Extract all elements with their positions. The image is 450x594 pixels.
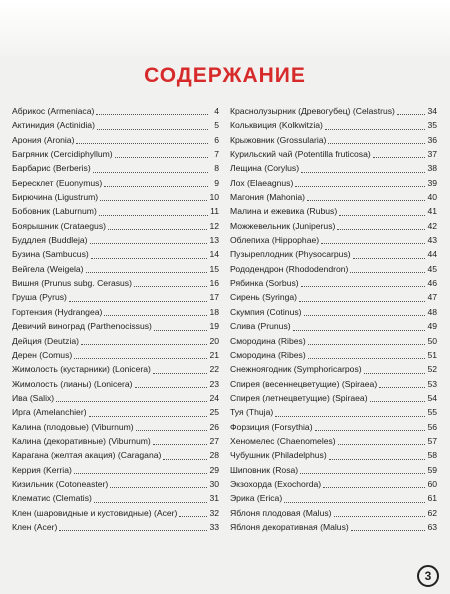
toc-entry — [230, 276, 437, 290]
toc-entry-page: 47 — [427, 292, 437, 303]
toc-entry-title: Яблоня декоративная (Malus) — [230, 521, 349, 532]
toc-entry-page: 36 — [427, 134, 437, 145]
toc-dot-leader — [104, 314, 207, 316]
toc-entry-title: Скумпия (Cotinus) — [230, 306, 302, 317]
toc-dot-leader — [373, 156, 426, 158]
toc-dot-leader — [308, 357, 426, 359]
toc-entry-page: 37 — [427, 149, 437, 160]
toc-dot-leader — [69, 300, 208, 302]
toc-entry — [12, 319, 219, 333]
toc-entry-page: 30 — [209, 478, 219, 489]
toc-entry — [230, 247, 437, 261]
toc-entry — [12, 118, 219, 132]
toc-entry — [230, 176, 437, 190]
toc-entry-title: Барбарис (Berberis) — [12, 163, 91, 174]
toc-entry-page: 50 — [427, 335, 437, 346]
toc-entry — [12, 506, 219, 520]
toc-entry-page: 31 — [209, 493, 219, 504]
toc-entry — [12, 262, 219, 276]
toc-entry — [230, 133, 437, 147]
toc-entry-title: Эрика (Erica) — [230, 493, 283, 504]
toc-entry-title: Жимолость (кустарники) (Lonicera) — [12, 364, 151, 375]
toc-entry — [230, 520, 437, 534]
toc-entry-page: 25 — [209, 407, 219, 418]
toc-entry — [12, 104, 219, 118]
toc-dot-leader — [284, 501, 425, 503]
toc-entry-page: 7 — [214, 149, 219, 160]
toc-entry-title: Спирея (весеннецветущие) (Spiraea) — [230, 378, 378, 389]
toc-entry-title: Клематис (Clematis) — [12, 493, 92, 504]
toc-entry-page: 35 — [427, 120, 437, 131]
toc-entry-page: 41 — [427, 206, 437, 217]
toc-dot-leader — [153, 443, 208, 445]
toc-entry — [12, 434, 219, 448]
toc-entry-title: Ирга (Amelanchier) — [12, 407, 87, 418]
toc-entry — [230, 491, 437, 505]
toc-entry — [12, 219, 219, 233]
toc-entry-page: 34 — [427, 106, 437, 116]
toc-entry — [12, 491, 219, 505]
toc-dot-leader — [304, 314, 426, 316]
toc-entry — [230, 477, 437, 491]
toc-entry — [12, 161, 219, 175]
toc-left-column — [12, 104, 219, 534]
toc-entry — [230, 233, 437, 247]
toc-entry-title: Девичий виноград (Parthenocissus) — [12, 321, 152, 332]
toc-entry-title: Багряник (Cercidiphyllum) — [12, 149, 113, 160]
toc-dot-leader — [300, 472, 425, 474]
toc-dot-leader — [115, 156, 208, 158]
toc-entry — [12, 520, 219, 534]
toc-dot-leader — [163, 458, 207, 460]
toc-entry-page: 45 — [427, 263, 437, 274]
toc-dot-leader — [56, 400, 207, 402]
toc-dot-leader — [104, 185, 208, 187]
toc-entry-page: 28 — [209, 450, 219, 461]
toc-entry-page: 27 — [209, 435, 219, 446]
toc-entry — [12, 448, 219, 462]
toc-dot-leader — [370, 400, 426, 402]
toc-entry — [230, 104, 437, 118]
toc-dot-leader — [339, 214, 425, 216]
toc-entry-title: Смородина (Ribes) — [230, 335, 306, 346]
toc-entry-title: Чубушник (Philadelphus) — [230, 450, 327, 461]
toc-dot-leader — [364, 372, 426, 374]
toc-entry-page: 33 — [209, 521, 219, 532]
toc-entry-title: Бересклет (Euonymus) — [12, 177, 103, 188]
toc-dot-leader — [351, 529, 426, 531]
toc-entry-title: Карагана (желтая акация) (Caragana) — [12, 450, 162, 461]
toc-dot-leader — [94, 501, 208, 503]
toc-dot-leader — [325, 128, 426, 130]
toc-entry — [230, 319, 437, 333]
toc-entry-page: 60 — [427, 478, 437, 489]
toc-entry-page: 62 — [427, 507, 437, 518]
toc-entry — [12, 477, 219, 491]
toc-entry-page: 13 — [209, 235, 219, 246]
toc-entry — [12, 362, 219, 376]
toc-entry-title: Спирея (летнецветущие) (Spiraea) — [230, 392, 368, 403]
toc-entry-page: 42 — [427, 220, 437, 231]
toc-entry-page: 49 — [427, 321, 437, 332]
toc-entry — [230, 420, 437, 434]
toc-entry-page: 20 — [209, 335, 219, 346]
toc-entry — [230, 334, 437, 348]
toc-dot-leader — [110, 486, 207, 488]
toc-entry-title: Можжевельник (Juniperus) — [230, 220, 336, 231]
toc-entry-title: Туя (Thuja) — [230, 407, 274, 418]
toc-entry-title: Курильский чай (Potentilla fruticosa) — [230, 149, 371, 160]
toc-entry — [230, 118, 437, 132]
toc-dot-leader — [299, 300, 425, 302]
page-title: СОДЕРЖАНИЕ — [144, 64, 306, 87]
toc-entry-title: Форзиция (Forsythia) — [230, 421, 313, 432]
toc-entry-page: 26 — [209, 421, 219, 432]
toc-dot-leader — [108, 228, 207, 230]
toc-dot-leader — [323, 486, 425, 488]
toc-dot-leader — [97, 128, 208, 130]
toc-entry-page: 63 — [427, 521, 437, 532]
toc-entry — [12, 305, 219, 319]
toc-entry-page: 56 — [427, 421, 437, 432]
toc-entry-title: Клен (Acer) — [12, 521, 58, 532]
toc-entry-title: Смородина (Ribes) — [230, 349, 306, 360]
toc-entry — [12, 405, 219, 419]
toc-entry-page: 10 — [209, 192, 219, 203]
toc-entry-page: 38 — [427, 163, 437, 174]
toc-entry — [230, 434, 437, 448]
toc-entry-title: Бобовник (Laburnum) — [12, 206, 97, 217]
toc-dot-leader — [379, 386, 425, 388]
toc-entry-title: Бузина (Sambucus) — [12, 249, 89, 260]
toc-entry-title: Шиповник (Rosa) — [230, 464, 299, 475]
toc-entry-page: 44 — [427, 249, 437, 260]
toc-entry-title: Груша (Pyrus) — [12, 292, 67, 303]
toc-dot-leader — [100, 199, 207, 201]
toc-entry-page: 59 — [427, 464, 437, 475]
toc-entry — [230, 377, 437, 391]
toc-entry — [230, 290, 437, 304]
toc-entry-title: Вейгела (Weigela) — [12, 263, 84, 274]
toc-entry-page: 17 — [209, 292, 219, 303]
toc-dot-leader — [59, 529, 207, 531]
toc-entry-page: 53 — [427, 378, 437, 389]
toc-entry-title: Слива (Prunus) — [230, 321, 291, 332]
toc-dot-leader — [328, 142, 425, 144]
toc-entry — [12, 147, 219, 161]
toc-dot-leader — [135, 386, 208, 388]
toc-dot-leader — [89, 415, 208, 417]
toc-entry — [12, 420, 219, 434]
toc-dot-leader — [136, 429, 208, 431]
toc-entry-page: 21 — [209, 349, 219, 360]
toc-entry-title: Калина (плодовые) (Viburnum) — [12, 421, 134, 432]
toc-entry — [230, 391, 437, 405]
toc-entry-title: Яблоня плодовая (Malus) — [230, 507, 332, 518]
toc-entry-page: 61 — [427, 493, 437, 504]
toc-dot-leader — [337, 228, 425, 230]
toc-entry-page: 11 — [210, 206, 219, 217]
toc-entry — [230, 348, 437, 362]
toc-entry-title: Снежноягодник (Symphoricarpos) — [230, 364, 362, 375]
toc-entry-page: 46 — [427, 278, 437, 289]
toc-entry — [12, 190, 219, 204]
toc-entry — [12, 391, 219, 405]
toc-entry-page: 32 — [209, 507, 219, 518]
toc-entry-page: 16 — [209, 278, 219, 289]
toc-dot-leader — [74, 357, 207, 359]
toc-entry-page: 29 — [209, 464, 219, 475]
toc-entry-page: 8 — [214, 163, 219, 174]
toc-entry-page: 14 — [209, 249, 219, 260]
toc-dot-leader — [315, 429, 426, 431]
toc-entry — [230, 147, 437, 161]
toc-dot-leader — [134, 285, 207, 287]
toc-entry-page: 23 — [209, 378, 219, 389]
toc-entry-title: Рябинка (Sorbus) — [230, 278, 299, 289]
toc-dot-leader — [329, 458, 426, 460]
toc-entry-page: 4 — [214, 106, 219, 116]
toc-entry — [12, 247, 219, 261]
toc-entry-title: Пузыреплодник (Physocarpus) — [230, 249, 351, 260]
toc-dot-leader — [90, 242, 208, 244]
toc-entry-page: 12 — [209, 220, 219, 231]
toc-entry-title: Кольквиция (Kolkwitzia) — [230, 120, 323, 131]
toc-dot-leader — [301, 285, 426, 287]
toc-entry-page: 43 — [427, 235, 437, 246]
toc-entry-title: Магония (Mahonia) — [230, 192, 306, 203]
toc-entry-title: Вишня (Prunus subg. Cerasus) — [12, 278, 132, 289]
toc-entry-title: Буддлея (Buddleja) — [12, 235, 88, 246]
toc-entry — [12, 133, 219, 147]
toc-entry — [230, 219, 437, 233]
toc-entry-title: Дейция (Deutzia) — [12, 335, 80, 346]
toc-dot-leader — [321, 242, 425, 244]
toc-entry-title: Жимолость (лианы) (Lonicera) — [12, 378, 133, 389]
toc-entry-title: Сирень (Syringa) — [230, 292, 298, 303]
toc-entry-title: Кизильник (Cotoneaster) — [12, 478, 109, 489]
toc-dot-leader — [179, 515, 207, 517]
toc-entry-title: Малина и ежевика (Rubus) — [230, 206, 338, 217]
toc-entry — [12, 176, 219, 190]
toc-dot-leader — [91, 257, 208, 259]
toc-entry — [12, 290, 219, 304]
toc-entry-page: 18 — [209, 306, 219, 317]
toc-entry-page: 15 — [209, 263, 219, 274]
toc-dot-leader — [76, 142, 208, 144]
toc-entry-title: Калина (декоративные) (Viburnum) — [12, 435, 151, 446]
toc-entry-page: 55 — [427, 407, 437, 418]
toc-entry-page: 22 — [209, 364, 219, 375]
toc-right-column — [230, 104, 437, 534]
toc-entry — [230, 448, 437, 462]
toc-entry — [12, 204, 219, 218]
toc-dot-leader — [99, 214, 208, 216]
toc-entry-page: 19 — [209, 321, 219, 332]
toc-dot-leader — [307, 199, 425, 201]
toc-dot-leader — [350, 271, 425, 273]
toc-entry-page: 57 — [427, 435, 437, 446]
toc-entry — [12, 276, 219, 290]
toc-entry-title: Дерен (Comus) — [12, 349, 73, 360]
toc-entry — [230, 506, 437, 520]
toc-entry-title: Гортензия (Hydrangea) — [12, 306, 103, 317]
toc-entry-title: Клен (шаровидные и кустовидные) (Acer) — [12, 507, 178, 518]
toc-entry-title: Экзохорда (Exochorda) — [230, 478, 322, 489]
toc-dot-leader — [338, 443, 426, 445]
toc-dot-leader — [308, 343, 426, 345]
toc-entry-page: 40 — [427, 192, 437, 203]
toc-dot-leader — [397, 113, 426, 115]
toc-entry-page: 58 — [427, 450, 437, 461]
toc-dot-leader — [154, 329, 208, 331]
toc-entry — [230, 305, 437, 319]
toc-entry-title: Арония (Aronia) — [12, 134, 75, 145]
toc-entry — [12, 348, 219, 362]
toc-dot-leader — [295, 185, 425, 187]
toc-entry — [230, 190, 437, 204]
toc-entry-page: 51 — [427, 349, 437, 360]
toc-entry-page: 24 — [209, 392, 219, 403]
toc-dot-leader — [81, 343, 207, 345]
toc-entry-page: 5 — [214, 120, 219, 131]
toc-dot-leader — [74, 472, 208, 474]
toc-entry-title: Ива (Salix) — [12, 392, 55, 403]
toc-entry — [230, 204, 437, 218]
toc-entry — [12, 233, 219, 247]
toc-entry-page: 54 — [427, 392, 437, 403]
page-number: 3 — [417, 565, 439, 587]
toc-entry-title: Крыжовник (Grossularia) — [230, 134, 327, 145]
toc-entry — [12, 377, 219, 391]
toc-entry-title: Актинидия (Actinidia) — [12, 120, 95, 131]
header-band — [0, 0, 450, 56]
toc-dot-leader — [96, 113, 208, 115]
toc-dot-leader — [353, 257, 426, 259]
toc-entry-page: 9 — [214, 177, 219, 188]
toc-entry-title: Облепиха (Hippophae) — [230, 235, 320, 246]
toc-entry-page: 6 — [214, 134, 219, 145]
toc-entry-title: Бирючина (Ligustrum) — [12, 192, 99, 203]
toc-entry-page: 48 — [427, 306, 437, 317]
toc-dot-leader — [301, 171, 425, 173]
toc-entry-title: Краснолузырник (Древогубец) (Celastrus) — [230, 106, 395, 116]
toc-entry-page: 39 — [427, 177, 437, 188]
toc-entry — [230, 405, 437, 419]
toc-entry-title: Хеномелес (Chaenomeles) — [230, 435, 336, 446]
toc-dot-leader — [153, 372, 208, 374]
toc-entry-page: 52 — [427, 364, 437, 375]
toc-entry-title: Керрия (Kerria) — [12, 464, 72, 475]
toc-entry — [230, 161, 437, 175]
toc-dot-leader — [293, 329, 426, 331]
toc-entry — [12, 463, 219, 477]
toc-entry — [230, 262, 437, 276]
toc-dot-leader — [86, 271, 208, 273]
toc-entry-title: Лох (Elaeagnus) — [230, 177, 294, 188]
toc-entry — [12, 334, 219, 348]
toc-entry — [230, 362, 437, 376]
toc-dot-leader — [334, 515, 426, 517]
toc-entry-title: Рододендрон (Rhododendron) — [230, 263, 349, 274]
toc-entry-title: Абрикос (Armeniaca) — [12, 106, 95, 116]
toc-dot-leader — [275, 415, 425, 417]
toc-entry-title: Боярышник (Crataegus) — [12, 220, 106, 231]
toc-entry-title: Лещина (Corylus) — [230, 163, 300, 174]
toc-dot-leader — [93, 171, 208, 173]
toc-entry — [230, 463, 437, 477]
